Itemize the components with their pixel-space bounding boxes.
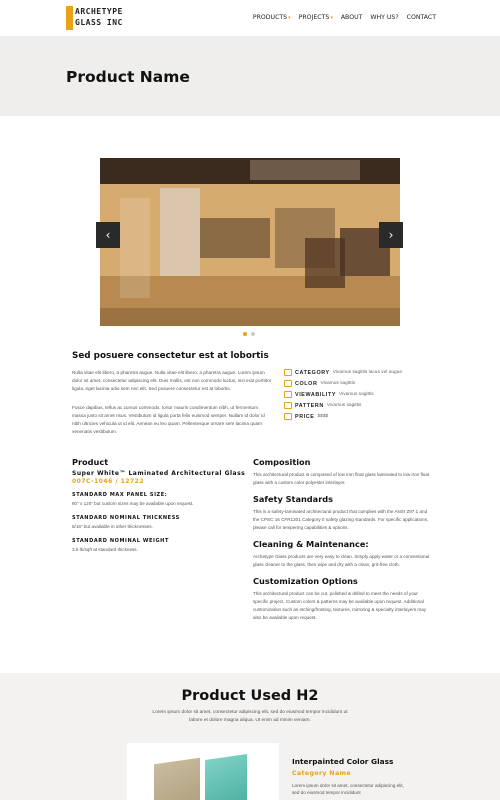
product-image-slider[interactable] (100, 158, 400, 326)
spec-pattern (284, 400, 402, 411)
glass-panel-beige (154, 758, 200, 800)
thickness-value: 5/16" but available in other thicknesses. (72, 524, 153, 529)
cleaning-section (253, 539, 433, 569)
chevron-down-icon: ▾ (330, 14, 333, 21)
chevron-down-icon: ▾ (288, 14, 291, 21)
logo-line-2: GLASS INC (75, 18, 123, 27)
spec-price (284, 411, 402, 422)
price-tag-icon (284, 413, 292, 420)
page-title: Product Name (66, 68, 190, 86)
customization-section (253, 576, 433, 622)
nav-label: PROJECTS (298, 14, 330, 21)
spec-value: $$$$ (317, 414, 329, 419)
spec-value: Vivamus sagittis (326, 403, 362, 408)
storefront-photo (100, 158, 400, 326)
safety-text: This is a safety-laminated architectural product that complies with the ANSI Z97.1 and the CPSC 16 CFR1201 Category II safety glazing standards. For specific applications, please call for tempering capabilities & options. (253, 509, 429, 530)
product-specs (284, 367, 402, 422)
spec-viewability (284, 389, 402, 400)
max-panel-label: STANDARD MAX PANEL SIZE: (72, 492, 168, 498)
color-icon (284, 380, 292, 387)
max-panel-value: 60" x 120" but custom sizes may be available upon request. (72, 501, 194, 506)
customization-text: This architectural product can be cut, polished & drilled to meet the needs of your specific project. Custom colors & patterns may be available upon request. Additional customization such as etching/frosting, textures, mirroring & specialty interlayers may also be available upon request. (253, 591, 427, 620)
nav-label: ABOUT (340, 14, 363, 21)
nav-label: WHY US? (370, 14, 399, 21)
site-logo[interactable] (66, 6, 128, 32)
logo-text (75, 6, 123, 28)
nav-item-about[interactable] (341, 14, 363, 21)
related-product-category[interactable]: Category Name (292, 770, 351, 777)
spec-label: VIEWABILITY (295, 391, 337, 398)
nav-label: PRODUCTS (252, 14, 288, 21)
logo-line-1: ARCHETYPE (75, 7, 123, 16)
safety-heading: Safety Standards (253, 494, 333, 504)
nav-item-projects[interactable] (299, 14, 333, 21)
spec-value: Vivamus sagittis lacus vel augue (332, 370, 402, 375)
customization-heading: Customization Options (253, 576, 358, 586)
composition-heading: Composition (253, 457, 311, 467)
title-band (0, 36, 500, 116)
slider-dot-2[interactable] (251, 332, 255, 336)
chevron-right-icon: › (388, 228, 394, 242)
cleaning-heading: Cleaning & Maintenance: (253, 539, 369, 549)
main-nav (253, 14, 436, 21)
safety-section (253, 494, 433, 532)
product-details (253, 457, 433, 629)
slider-pagination (243, 332, 255, 336)
weight-value: 3.5 lb/sqft at standard thickness. (72, 547, 138, 552)
weight-label: STANDARD NOMINAL WEIGHT (72, 538, 169, 544)
pattern-icon (284, 402, 292, 409)
nav-label: CONTACT (406, 14, 436, 21)
composition-section (253, 457, 433, 487)
spec-label: COLOR (295, 380, 318, 387)
related-heading: Product Used H2 (181, 688, 319, 704)
thickness-label: STANDARD NOMINAL THICKNESS (72, 515, 180, 521)
logo-mark (66, 6, 73, 30)
spec-color (284, 378, 402, 389)
spec-category (284, 367, 402, 378)
product-code: 007C-1046 / 12722 (72, 478, 144, 485)
spec-value: Vivamus sagittis (320, 381, 356, 386)
slider-prev-button[interactable] (96, 222, 120, 248)
related-subtitle: Lorem ipsum dolor sit amet, consectetur adipiscing elit, sed do eiusmod tempor incididunt ut labore et dolore magna aliqua. Ut enim ad minim veniam. (152, 710, 348, 723)
slider-next-button[interactable] (379, 222, 403, 248)
spec-value: Vivamus sagittis (339, 392, 374, 397)
chevron-left-icon: ‹ (105, 228, 111, 242)
category-icon (284, 369, 292, 376)
glass-panel-teal (205, 754, 247, 800)
intro-heading: Sed posuere consectetur est at lobortis (72, 351, 269, 361)
product-name: Super White™ Laminated Architectural Glass (72, 470, 246, 477)
product-heading: Product (72, 457, 109, 467)
spec-label: PATTERN (295, 402, 324, 409)
site-header (0, 0, 500, 36)
composition-text: This architectural product is composed of low iron float glass laminated to low iron float glass with a custom color polyester interlayer. (253, 472, 430, 485)
spec-label: CATEGORY (295, 369, 330, 376)
intro-paragraph-1: Nulla vitae elit libero, a pharetra augue. Nulla vitae elit libero, a pharetra augue. Lorem ipsum dolor sit amet, consectetur adipiscing elit. Duis mollis, est non commodo luctus, nisi erat porttitor ligula, eget lacinia odio sem nec elit. Sed posuere consectetur est at lobortis. (72, 370, 272, 391)
product-info (72, 457, 246, 554)
related-product-title[interactable]: Interpainted Color Glass (292, 757, 394, 766)
related-product-image[interactable] (127, 743, 279, 800)
nav-item-contact[interactable] (407, 14, 436, 21)
viewability-icon (284, 391, 292, 398)
nav-item-why-us[interactable] (370, 14, 398, 21)
cleaning-text: Archetype Glass products are very easy to clean. Simply apply water or a conventional glass cleaner to the glass, then wipe and dry with a clean, grit-free cloth. (253, 554, 430, 567)
intro-paragraph-2: Fusce dapibus, tellus ac cursus commodo, tortor mauris condimentum nibh, ut fermentum massa justo sit amet risus. Vestibulum id ligula porta felis euismod semper. Nullam id dolor id nibh ultricies vehicula ut id elit. Aenean eu leo quam. Pellentesque ornare sem lacinia quam venenatis vestibulum. (72, 405, 265, 434)
slider-dot-1[interactable] (243, 332, 247, 336)
spec-label: PRICE (295, 413, 315, 420)
nav-item-products[interactable] (253, 14, 291, 21)
related-product-text: Lorem ipsum dolor sit amet, consectetur adipiscing elit, sed do eiusmod tempor incididunt (292, 783, 404, 795)
